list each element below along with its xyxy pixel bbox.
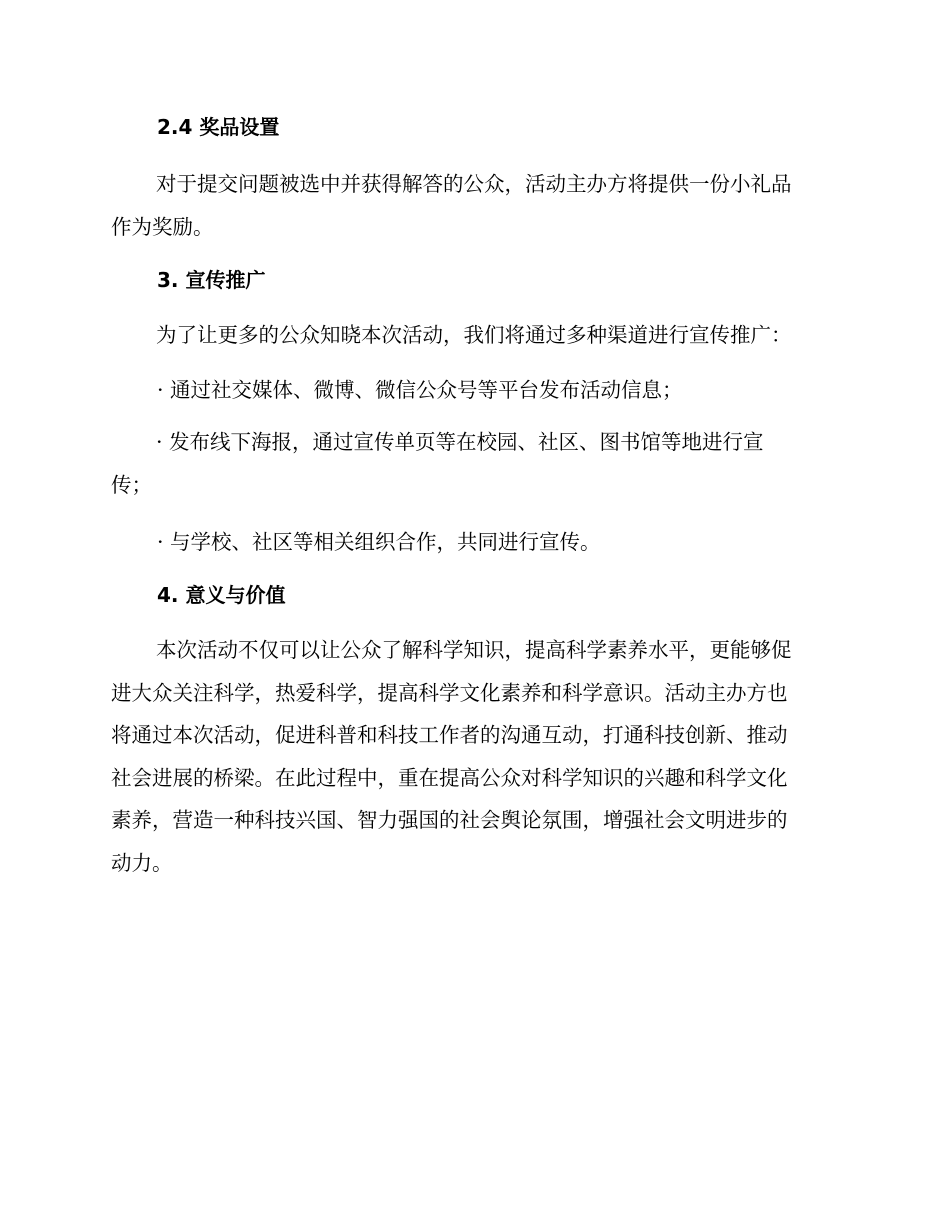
paragraph-line: 本次活动不仅可以让公众了解科学知识，提高科学素养水平，更能够促 bbox=[156, 638, 792, 662]
paragraph-line: 素养，营造一种科技兴国、智力强国的社会舆论氛围，增强社会文明进步的 bbox=[111, 808, 788, 832]
bullet-item-posters bbox=[111, 421, 831, 506]
paragraph-line: 对于提交问题被选中并获得解答的公众，活动主办方将提供一份小礼品 bbox=[156, 172, 792, 196]
section-heading-prize-settings: 2.4 奖品设置 bbox=[157, 115, 280, 139]
bullet-line: · 发布线下海报，通过宣传单页等在校园、社区、图书馆等地进行宣 bbox=[156, 430, 764, 454]
bullet-line: 传； bbox=[111, 472, 152, 497]
paragraph-line: 为了让更多的公众知晓本次活动，我们将通过多种渠道进行宣传推广： bbox=[156, 323, 792, 347]
bullet-item-social-media: · 通过社交媒体、微博、微信公众号等平台发布活动信息； bbox=[157, 378, 683, 402]
paragraph-line: 将通过本次活动，促进科普和科技工作者的沟通互动，打通科技创新、推动 bbox=[111, 723, 788, 747]
paragraph-line: 动力。 bbox=[111, 850, 173, 875]
section-heading-promotion: 3. 宣传推广 bbox=[157, 268, 266, 292]
section-heading-significance: 4. 意义与价值 bbox=[157, 583, 286, 607]
paragraph-line: 作为奖励。 bbox=[111, 214, 214, 239]
paragraph-prize-settings bbox=[111, 163, 831, 248]
paragraph-promotion-intro bbox=[111, 314, 831, 357]
bullet-item-cooperation: · 与学校、社区等相关组织合作，共同进行宣传。 bbox=[157, 530, 601, 554]
paragraph-line: 进大众关注科学，热爱科学，提高科学文化素养和科学意识。活动主办方也 bbox=[111, 680, 788, 705]
paragraph-significance bbox=[111, 629, 831, 884]
paragraph-line: 社会进展的桥梁。在此过程中，重在提高公众对科学知识的兴趣和科学文化 bbox=[111, 765, 788, 790]
